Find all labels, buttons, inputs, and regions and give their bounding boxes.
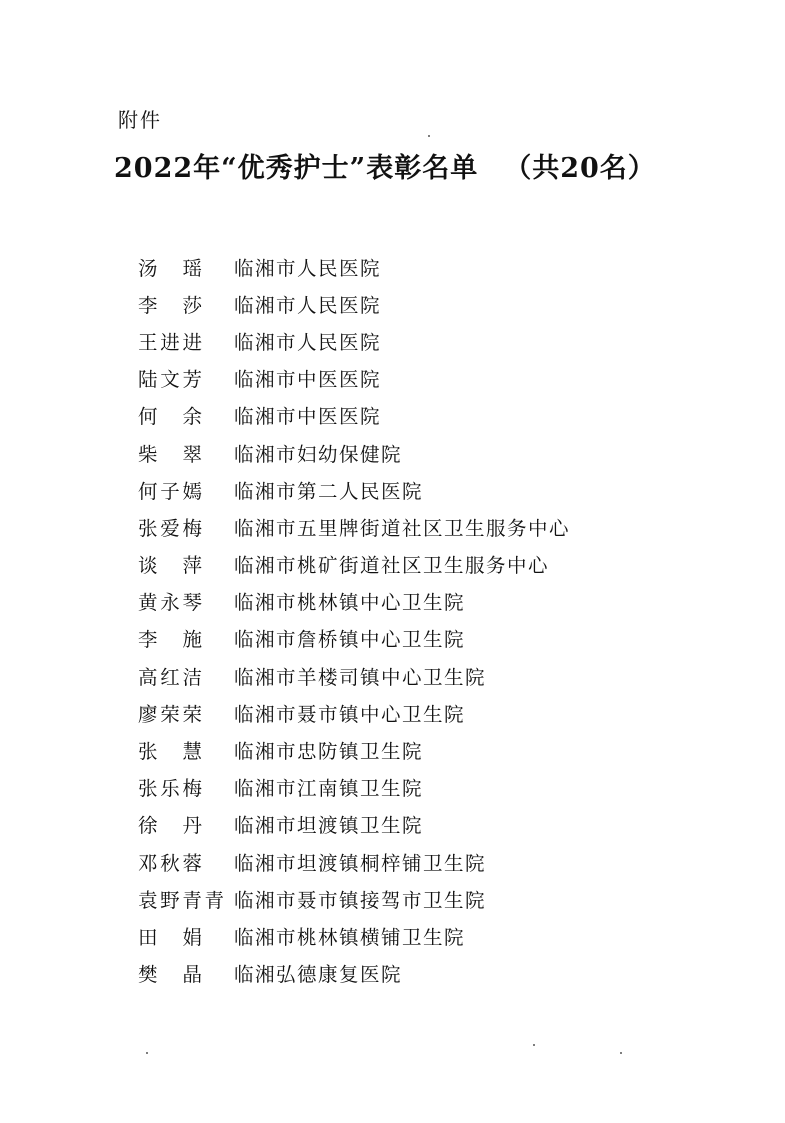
honoree-name (138, 290, 202, 318)
honoree-unit: 临湘弘德康复医院 (234, 963, 403, 987)
honoree-name (138, 401, 202, 429)
name-character: 瑶 (182, 256, 202, 280)
name-character: 文 (160, 368, 180, 392)
scan-speck (428, 135, 430, 137)
name-character: 徐 (138, 814, 158, 838)
name-character: 余 (182, 405, 202, 429)
name-character: 爱 (160, 516, 180, 540)
scan-speck (533, 1044, 535, 1046)
name-character: 丹 (182, 814, 202, 838)
name-character: 芳 (182, 368, 202, 392)
honoree-unit: 临湘市江南镇卫生院 (234, 777, 424, 801)
name-character: 红 (160, 665, 180, 689)
name-character: 荣 (160, 702, 180, 726)
name-character: 萍 (182, 554, 202, 578)
honoree-unit: 临湘市妇幼保健院 (234, 442, 403, 466)
name-character: 李 (138, 628, 158, 652)
name-character: 永 (160, 591, 180, 615)
name-character: 子 (160, 479, 180, 503)
honoree-name (138, 624, 202, 652)
name-character: 柴 (138, 442, 158, 466)
honoree-name (138, 439, 202, 467)
honoree-unit: 临湘市桃林镇中心卫生院 (234, 591, 466, 615)
honoree-unit: 临湘市中医医院 (234, 368, 382, 392)
name-character: 翠 (182, 442, 202, 466)
name-character: 张 (138, 516, 158, 540)
name-character: 琴 (182, 591, 202, 615)
list-item (138, 731, 570, 768)
honoree-name (138, 662, 202, 690)
scan-speck (620, 1052, 622, 1054)
attachment-label: 附件 (118, 108, 162, 132)
honoree-name (138, 959, 202, 987)
name-character: 邓 (138, 851, 158, 875)
list-item (138, 285, 570, 322)
list-item (138, 508, 570, 545)
name-character: 梅 (182, 516, 202, 540)
name-character: 李 (138, 293, 158, 317)
list-item (138, 769, 570, 806)
name-character: 荣 (182, 702, 202, 726)
list-item (138, 806, 570, 843)
name-character: 青 (182, 888, 202, 912)
name-character: 娟 (182, 925, 202, 949)
name-character: 高 (138, 665, 158, 689)
list-item (138, 397, 570, 434)
honoree-name (138, 699, 202, 727)
name-character: 青 (204, 888, 224, 912)
name-character: 陆 (138, 368, 158, 392)
name-character: 袁 (138, 888, 158, 912)
list-item (138, 880, 570, 917)
name-character: 洁 (182, 665, 202, 689)
name-character: 何 (138, 479, 158, 503)
honoree-name (138, 922, 202, 950)
name-character: 张 (138, 777, 158, 801)
list-item (138, 657, 570, 694)
name-character: 樊 (138, 963, 158, 987)
name-character: 进 (160, 330, 180, 354)
honoree-unit: 临湘市詹桥镇中心卫生院 (234, 628, 466, 652)
name-character: 嫣 (182, 479, 202, 503)
list-item (138, 843, 570, 880)
honoree-unit: 临湘市聂市镇接驾市卫生院 (234, 888, 487, 912)
honoree-name (138, 476, 202, 504)
title-main: 2022年“优秀护士”表彰名单 (114, 153, 479, 184)
honoree-name (138, 327, 202, 355)
list-item (138, 620, 570, 657)
page-title (114, 146, 656, 185)
scan-speck (146, 1052, 148, 1054)
name-character: 汤 (138, 256, 158, 280)
name-character: 进 (182, 330, 202, 354)
honoree-list (138, 248, 570, 992)
honoree-unit: 临湘市坦渡镇卫生院 (234, 814, 424, 838)
name-character: 黄 (138, 591, 158, 615)
name-character: 晶 (182, 963, 202, 987)
honoree-unit: 临湘市人民医院 (234, 330, 382, 354)
honoree-unit: 临湘市五里牌街道社区卫生服务中心 (234, 516, 571, 540)
honoree-name (138, 253, 202, 281)
name-character: 乐 (160, 777, 180, 801)
name-character: 张 (138, 740, 158, 764)
name-character: 野 (160, 888, 180, 912)
list-item (138, 955, 570, 992)
honoree-name (138, 848, 202, 876)
list-item (138, 471, 570, 508)
name-character: 蓉 (182, 851, 202, 875)
name-character: 王 (138, 330, 158, 354)
name-character: 廖 (138, 702, 158, 726)
name-character: 施 (182, 628, 202, 652)
list-item (138, 546, 570, 583)
honoree-name (138, 885, 224, 913)
list-item (138, 248, 570, 285)
honoree-name (138, 810, 202, 838)
honoree-unit: 临湘市桃林镇横铺卫生院 (234, 925, 466, 949)
honoree-name (138, 513, 202, 541)
name-character: 田 (138, 925, 158, 949)
honoree-unit: 临湘市忠防镇卫生院 (234, 740, 424, 764)
name-character: 秋 (160, 851, 180, 875)
list-item (138, 694, 570, 731)
honoree-unit: 临湘市坦渡镇桐梓铺卫生院 (234, 851, 487, 875)
list-item (138, 583, 570, 620)
name-character: 梅 (182, 777, 202, 801)
title-count: （共20名） (504, 153, 656, 184)
list-item (138, 917, 570, 954)
list-item (138, 434, 570, 471)
name-character: 何 (138, 405, 158, 429)
honoree-name (138, 550, 202, 578)
honoree-unit: 临湘市第二人民医院 (234, 479, 424, 503)
honoree-name (138, 364, 202, 392)
honoree-unit: 临湘市中医医院 (234, 405, 382, 429)
name-character: 慧 (182, 740, 202, 764)
honoree-name (138, 773, 202, 801)
honoree-unit: 临湘市人民医院 (234, 256, 382, 280)
honoree-name (138, 736, 202, 764)
honoree-unit: 临湘市聂市镇中心卫生院 (234, 702, 466, 726)
honoree-unit: 临湘市羊楼司镇中心卫生院 (234, 665, 487, 689)
honoree-name (138, 587, 202, 615)
list-item (138, 360, 570, 397)
name-character: 莎 (182, 293, 202, 317)
list-item (138, 322, 570, 359)
honoree-unit: 临湘市桃矿街道社区卫生服务中心 (234, 554, 550, 578)
name-character: 谈 (138, 554, 158, 578)
honoree-unit: 临湘市人民医院 (234, 293, 382, 317)
